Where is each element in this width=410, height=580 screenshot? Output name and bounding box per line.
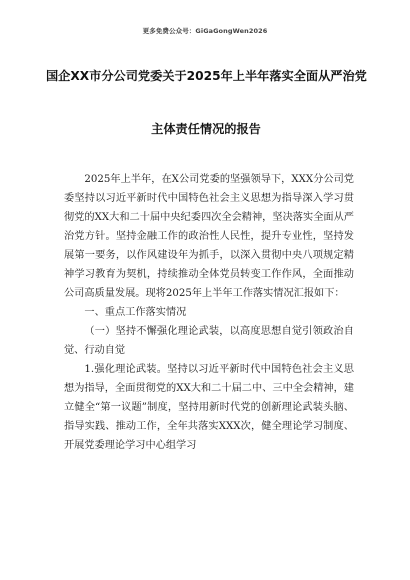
document-title-line2: 主体责任情况的报告: [151, 122, 261, 136]
paragraph-intro: 2025年上半年，在X公司党委的坚强领导下，XXX分公司党委坚持以习近平新时代中国特色社会主义思想为指导深入学习贯彻党的XX大和二十届中央纪委四次全会精神，坚决落实全面从严治党方针。坚持金融工作的政治性人民性，提升专业性，坚持发展第一要务，以作风建设年为抓手，以深入贯彻中央八项规定精神学习教育为契机，持续推动全体党员转变工作作风，全面推动公司高质量发展。现将2025年上半年工作落实情况汇报如下：: [64, 174, 354, 299]
subsection-heading-1: （一）坚持不懈强化理论武装，以高度思想自觉引领政治自觉、行动自觉: [64, 326, 354, 356]
section-heading-1: 一、重点工作落实情况: [84, 307, 187, 318]
header-watermark: 更多免费公众号：GiGaGongWen2026: [142, 27, 268, 35]
document-title-line1: 国企XX市分公司党委关于2025年上半年落实全面从严治党: [46, 69, 367, 83]
document-body: [64, 170, 354, 455]
paragraph-theory: 1.强化理论武装。坚持以习近平新时代中国特色社会主义思想为指导，全面贯彻党的XX大和二十届二中、三中全会精神，建立健全“第一议题”制度，坚持用新时代党的创新理论武装头脑、指导实践、推动工作，全年共落实XXX次，健全理论学习制度、开展党委理论学习中心组学习: [64, 364, 354, 451]
